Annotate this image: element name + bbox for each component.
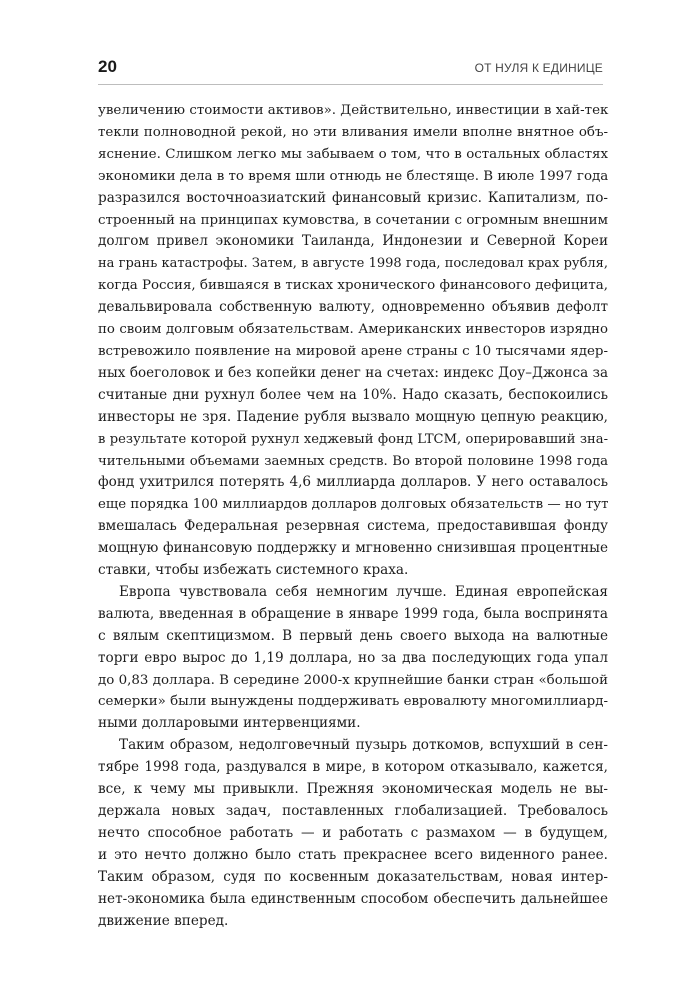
text-line: увеличению стоимости активов». Действительно, инвестиции в хай-тек (98, 103, 609, 118)
text-line: разразился восточноазиатский финансовый кризис. Капитализм, по- (98, 189, 608, 206)
paragraph-2 (98, 582, 608, 735)
text-line: валюта, введенная в обращение в январе 1999 года, была воспринята (98, 605, 608, 622)
text-line: считаные дни рухнул более чем на 10%. Надо сказать, беспокоились (98, 386, 608, 403)
text-line: до 0,83 доллара. В середине 2000-х крупнейшие банки стран «большой (98, 672, 608, 688)
text-line: Европа чувствовала себя немногим лучше. Единая европейская (119, 583, 608, 600)
text-line: ных боеголовок и без копейки денег на счетах: индекс Доу–Джонса за (98, 364, 608, 381)
text-line: ставки, чтобы избежать системного краха. (98, 562, 409, 579)
text-line: инвесторы не зря. Падение рубля вызвало мощную цепную реакцию, (98, 408, 608, 425)
text-line: нет-экономика была единственным способом обеспечить дальнейшее (98, 890, 608, 907)
text-line: мощную финансовую поддержку и мгновенно снизившая процентные (98, 540, 608, 557)
text-line: тябре 1998 года, раздувался в мире, в котором отказывало, кажется, (98, 759, 608, 776)
text-line: все, к чему мы привыкли. Прежняя экономическая модель не вы- (98, 781, 608, 798)
text-line: движение вперед. (98, 912, 229, 929)
text-line: долгом привел экономики Таиланда, Индонезии и Северной Кореи (98, 233, 608, 250)
text-line: Таким образом, недолговечный пузырь доткомов, вспухший в сен- (119, 737, 608, 754)
text-line: Таким образом, судя по косвенным доказательствам, новая интер- (98, 868, 608, 885)
header-divider (98, 84, 603, 85)
page-number: 20 (98, 57, 117, 76)
text-line: фонд ухитрился потерять 4,6 миллиарда долларов. У него оставалось (98, 474, 608, 491)
text-line: на грань катастрофы. Затем, в августе 1998 года, последовал крах рубля, (98, 256, 608, 272)
text-line: еще порядка 100 миллиардов долларов долговых обязательств — но тут (98, 497, 609, 513)
text-line: когда Россия, бившаяся в тисках хронического финансового дефицита, (98, 278, 608, 294)
text-line: чительными объемами заемных средств. Во второй половине 1998 года (98, 453, 608, 469)
text-line: яснение. Слишком легко мы забываем о том, что в остальных областях (98, 146, 608, 162)
text-line: нечто способное работать — и работать с размахом — в будущем, (98, 824, 608, 841)
body-text (98, 100, 608, 932)
page-header (98, 56, 603, 82)
text-line: встревожило появление на мировой арене страны с 10 тысячами ядер- (98, 343, 608, 359)
text-line: вмешалась Федеральная резервная система, предоставившая фонду (98, 518, 608, 535)
text-line: по своим долговым обязательствам. Американских инвесторов изрядно (98, 322, 608, 338)
text-line: ными долларовыми интервенциями. (98, 715, 361, 732)
running-title: ОТ НУЛЯ К ЕДИНИЦЕ (474, 61, 603, 75)
text-line: девальвировала собственную валюту, одновременно объявив дефолт (98, 299, 608, 316)
text-line: и это нечто должно было стать прекраснее всего виденного ранее. (98, 846, 608, 863)
text-line: держала новых задач, поставленных глобализацией. Требовалось (98, 803, 608, 819)
text-line: в результате которой рухнул хеджевый фонд LTCM, оперировавший зна- (98, 431, 608, 447)
text-line: торги евро вырос до 1,19 доллара, но за два последующих года упал (98, 649, 608, 666)
paragraph-3 (98, 735, 608, 932)
text-line: экономики дела в то время шли отнюдь не блестяще. В июле 1997 года (98, 168, 609, 184)
text-line: с вялым скептицизмом. В первый день своего выхода на валютные (98, 627, 608, 644)
text-line: строенный на принципах кумовства, в сочетании с огромным внешним (98, 212, 608, 228)
paragraph-1 (98, 100, 608, 582)
text-line: семерки» были вынуждены поддерживать евровалюту многомиллиард- (98, 694, 608, 710)
text-line: текли полноводной рекой, но эти вливания имели вполне внятное объ- (98, 124, 608, 140)
